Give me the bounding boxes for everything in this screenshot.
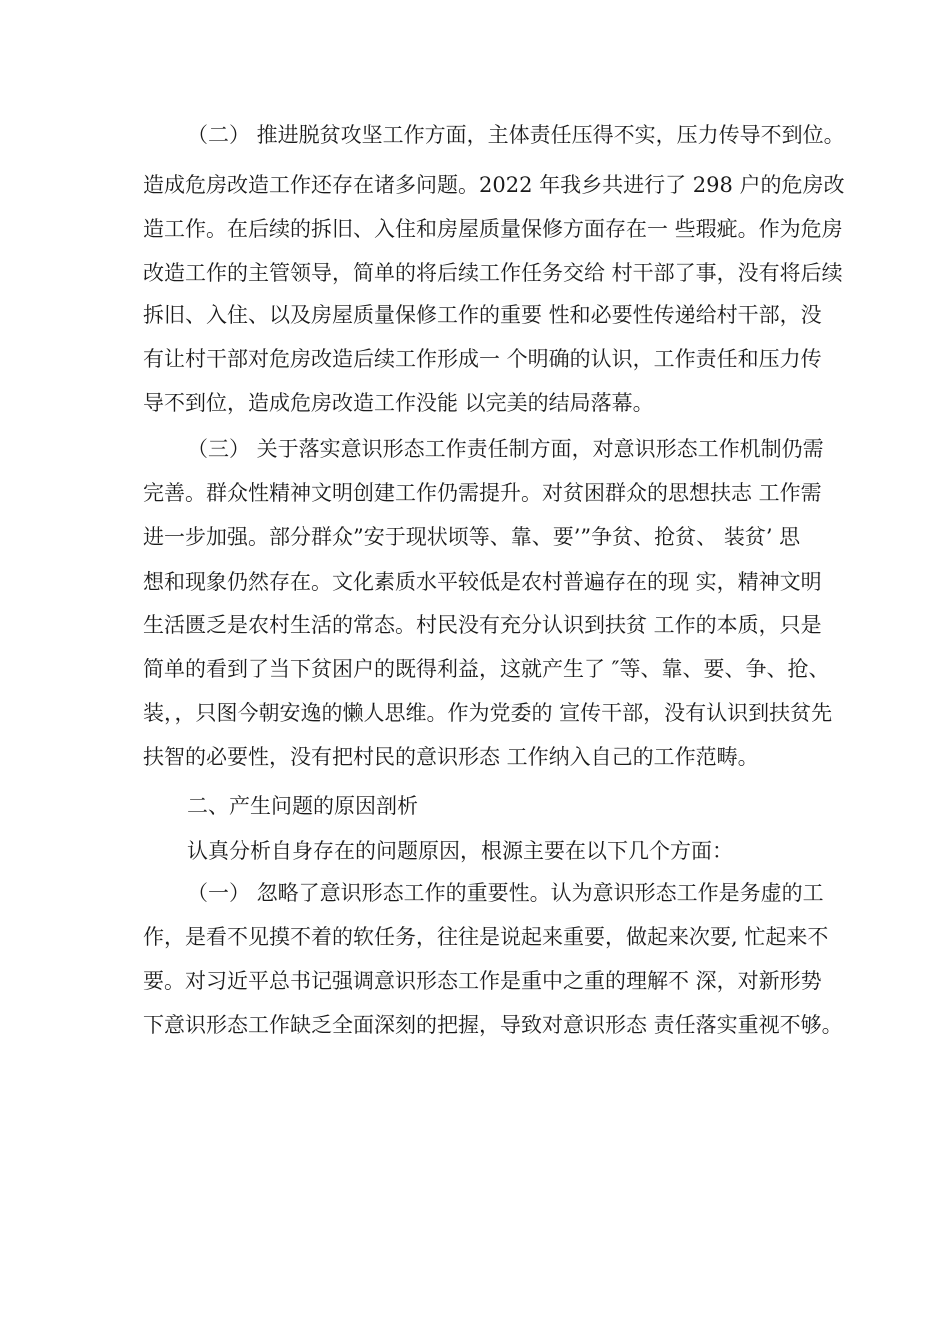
paragraph-4-line-1: （一） 忽略了意识形态工作的重要性。认为意识形态工作是务虚的工	[187, 881, 824, 905]
paragraph-4-line-2: 作，是看不见摸不着的软任务，往往是说起来重要，做起来次要, 忙起来不	[143, 925, 829, 949]
paragraph-4-line-4: 下意识形态工作缺乏全面深刻的把握，导致对意识形态 责任落实重视不够。	[143, 1013, 843, 1037]
paragraph-2-line-5: 拆旧、入住、以及房屋质量保修工作的重要 性和必要性传递给村干部，没	[143, 303, 822, 327]
intro-paragraph: 认真分析自身存在的问题原因，根源主要在以下几个方面：	[187, 839, 733, 863]
paragraph-4-line-3: 要。对习近平总书记强调意识形态工作是重中之重的理解不 深，对新形势	[143, 969, 822, 993]
paragraph-3-line-8: 扶智的必要性，没有把村民的意识形态 工作纳入自己的工作范畴。	[143, 745, 759, 769]
paragraph-3-line-3: 进一步加强。部分群众”安于现状顷等、靠、要’”争贫、抢贫、 装贫’ 思	[143, 525, 801, 549]
paragraph-2-line-3: 造工作。在后续的拆旧、入住和房屋质量保修方面存在一 些瑕疵。作为危房	[143, 217, 843, 241]
paragraph-3-line-2: 完善。群众性精神文明创建工作仍需提升。对贫困群众的思想扶志 工作需	[143, 481, 822, 505]
section-heading: 二、产生问题的原因剖析	[187, 794, 418, 818]
paragraph-3-line-1: （三） 关于落实意识形态工作责任制方面，对意识形态工作机制仍需	[187, 437, 824, 461]
paragraph-2-line-2: 造成危房改造工作还存在诸多问题。2022 年我乡共进行了 298 户的危房改	[143, 173, 845, 197]
paragraph-2-line-7: 导不到位，造成危房改造工作没能 以完美的结局落幕。	[143, 391, 654, 415]
paragraph-2-line-1: （二） 推进脱贫攻坚工作方面，主体责任压得不实，压力传导不到位。	[187, 123, 845, 147]
paragraph-3-line-4: 想和现象仍然存在。文化素质水平较低是农村普遍存在的现 实，精神文明	[143, 570, 822, 594]
paragraph-2-line-4: 改造工作的主管领导，简单的将后续工作任务交给 村干部了事，没有将后续	[143, 261, 843, 285]
paragraph-2-line-6: 有让村干部对危房改造后续工作形成一 个明确的认识，工作责任和压力传	[143, 347, 822, 371]
paragraph-3-line-7: 装，，只图今朝安逸的懒人思维。作为党委的 宣传干部，没有认识到扶贫先	[143, 701, 833, 725]
paragraph-3-line-6: 简单的看到了当下贫困户的既得利益，这就产生了 ″等、靠、要、争、抢、	[143, 657, 830, 681]
paragraph-3-line-5: 生活匮乏是农村生活的常态。村民没有充分认识到扶贫 工作的本质，只是	[143, 613, 822, 637]
